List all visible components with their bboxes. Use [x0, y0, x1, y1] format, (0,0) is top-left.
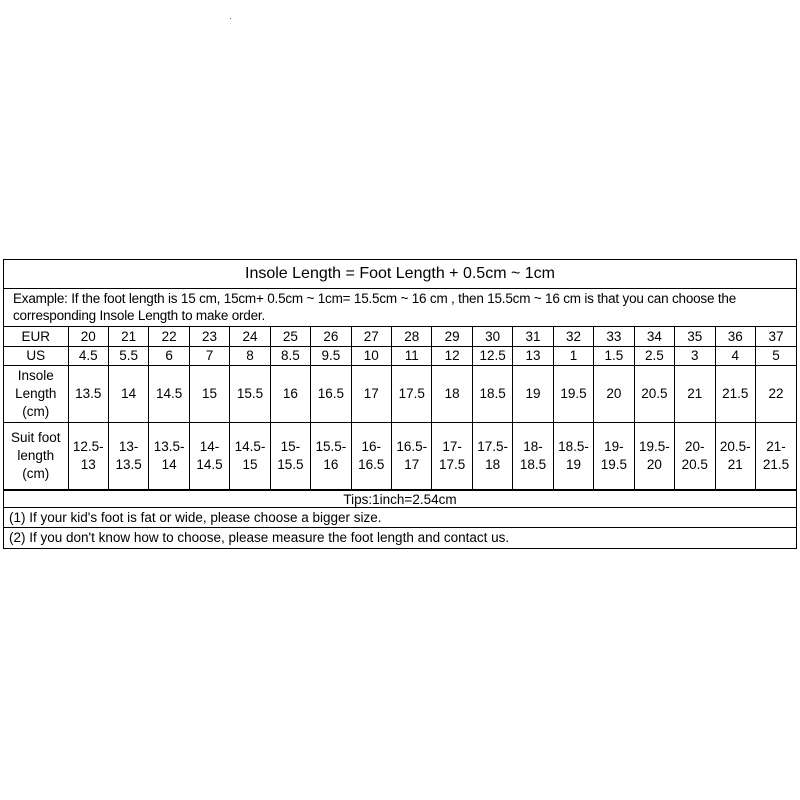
suit-cell: 20.5-21	[715, 423, 755, 490]
eur-cell: 26	[311, 327, 351, 347]
us-cell: 5	[755, 347, 796, 366]
us-cell: 12.5	[472, 347, 512, 366]
stray-dot	[230, 18, 231, 19]
insole-cell: 19	[513, 366, 553, 423]
suit-cell: 17.5-18	[472, 423, 512, 490]
insole-cell: 19.5	[553, 366, 593, 423]
insole-cell: 21.5	[715, 366, 755, 423]
suit-cell: 21-21.5	[755, 423, 796, 490]
us-cell: 4	[715, 347, 755, 366]
note-1: (1) If your kid's foot is fat or wide, please choose a bigger size.	[4, 508, 796, 528]
eur-cell: 37	[755, 327, 796, 347]
insole-cell: 18	[432, 366, 472, 423]
us-cell: 1	[553, 347, 593, 366]
suit-cell: 15.5-16	[311, 423, 351, 490]
us-cell: 8.5	[270, 347, 310, 366]
suit-cell: 16-16.5	[351, 423, 391, 490]
example-line-2: corresponding Insole Length to make order.	[13, 308, 266, 323]
eur-cell: 25	[270, 327, 310, 347]
suit-cell: 18-18.5	[513, 423, 553, 490]
insole-cell: 20.5	[634, 366, 674, 423]
insole-cell: 17	[351, 366, 391, 423]
us-cell: 10	[351, 347, 391, 366]
eur-cell: 35	[675, 327, 715, 347]
insole-cell: 22	[755, 366, 796, 423]
eur-cell: 28	[392, 327, 432, 347]
suit-cell: 20-20.5	[675, 423, 715, 490]
us-cell: 6	[149, 347, 189, 366]
eur-cell: 23	[189, 327, 229, 347]
eur-cell: 34	[634, 327, 674, 347]
eur-cell: 24	[230, 327, 270, 347]
eur-cell: 36	[715, 327, 755, 347]
suit-cell: 19-19.5	[594, 423, 634, 490]
us-row	[4, 347, 796, 366]
insole-cell: 18.5	[472, 366, 512, 423]
suit-cell: 14-14.5	[189, 423, 229, 490]
insole-row-label: Insole Length (cm)	[4, 366, 68, 423]
note-2: (2) If you don't know how to choose, please measure the foot length and contact us.	[9, 530, 510, 545]
example-text	[4, 289, 796, 327]
us-cell: 5.5	[108, 347, 148, 366]
suit-cell: 13-13.5	[108, 423, 148, 490]
insole-cell: 16	[270, 366, 310, 423]
suit-row-label: Suit foot length (cm)	[4, 423, 68, 490]
suit-cell: 16.5-17	[392, 423, 432, 490]
us-cell: 13	[513, 347, 553, 366]
eur-cell: 20	[68, 327, 108, 347]
suit-cell: 17-17.5	[432, 423, 472, 490]
chart-title: Insole Length = Foot Length + 0.5cm ~ 1cm	[4, 260, 796, 289]
insole-cell: 13.5	[68, 366, 108, 423]
eur-cell: 33	[594, 327, 634, 347]
insole-cell: 17.5	[392, 366, 432, 423]
eur-cell: 31	[513, 327, 553, 347]
us-cell: 11	[392, 347, 432, 366]
suit-cell: 19.5-20	[634, 423, 674, 490]
insole-cell: 15	[189, 366, 229, 423]
suit-cell: 18.5-19	[553, 423, 593, 490]
example-line-1: Example: If the foot length is 15 cm, 15cm+ 0.5cm ~ 1cm= 15.5cm ~ 16 cm , then 15.5cm ~ 16 cm is that you can choose the	[13, 291, 737, 306]
insole-cell: 16.5	[311, 366, 351, 423]
size-table	[4, 327, 796, 490]
insole-cell: 15.5	[230, 366, 270, 423]
eur-cell: 30	[472, 327, 512, 347]
insole-cell: 14.5	[149, 366, 189, 423]
eur-cell: 22	[149, 327, 189, 347]
suit-cell: 14.5-15	[230, 423, 270, 490]
us-cell: 9.5	[311, 347, 351, 366]
insole-cell: 21	[675, 366, 715, 423]
eur-row	[4, 327, 796, 347]
us-row-label: US	[4, 347, 68, 366]
suit-foot-length-row	[4, 423, 796, 490]
eur-cell: 32	[553, 327, 593, 347]
insole-cell: 14	[108, 366, 148, 423]
tips-text: Tips:1inch=2.54cm	[4, 490, 796, 508]
eur-row-label: EUR	[4, 327, 68, 347]
us-cell: 7	[189, 347, 229, 366]
size-chart	[3, 259, 797, 549]
us-cell: 4.5	[68, 347, 108, 366]
us-cell: 2.5	[634, 347, 674, 366]
suit-cell: 12.5-13	[68, 423, 108, 490]
eur-cell: 29	[432, 327, 472, 347]
suit-cell: 13.5-14	[149, 423, 189, 490]
us-cell: 1.5	[594, 347, 634, 366]
eur-cell: 27	[351, 327, 391, 347]
us-cell: 3	[675, 347, 715, 366]
eur-cell: 21	[108, 327, 148, 347]
us-cell: 8	[230, 347, 270, 366]
insole-cell: 20	[594, 366, 634, 423]
insole-length-row	[4, 366, 796, 423]
suit-cell: 15-15.5	[270, 423, 310, 490]
us-cell: 12	[432, 347, 472, 366]
